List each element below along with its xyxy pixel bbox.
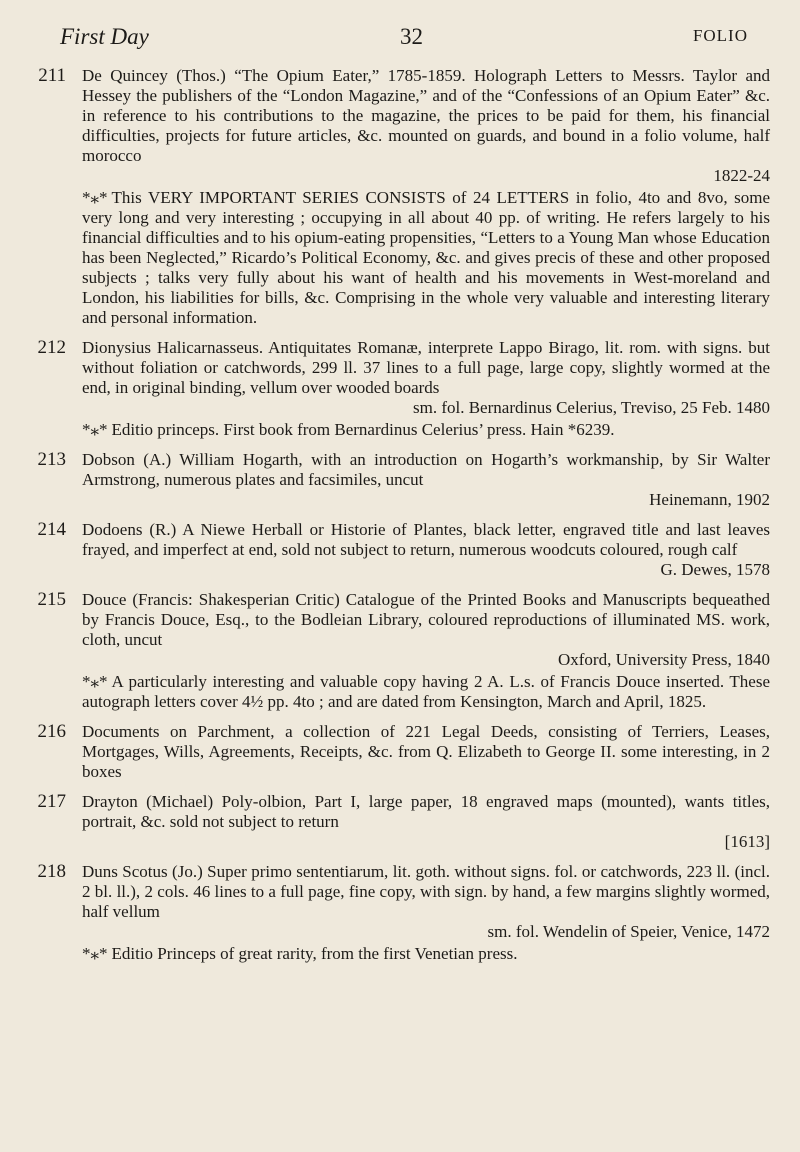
note-marker: *⁎* <box>82 672 108 691</box>
entry-imprint: sm. fol. Wendelin of Speier, Venice, 1472 <box>487 922 770 941</box>
entry-imprint: Oxford, University Press, 1840 <box>557 650 770 669</box>
page-number: 32 <box>400 24 423 49</box>
lot-number: 214 <box>37 519 66 540</box>
note-marker: *⁎* <box>82 188 108 207</box>
note-text: Editio princeps. First book from Bernardinus Celerius’ press. Hain *6239. <box>111 420 615 439</box>
entry-description: De Quincey (Thos.) “The Opium Eater,” 1785-1859. Holograph Letters to Messrs. Taylor and Hessey the publishers of the “London Magazine,” and of the “Confessions of an Opium Eater” &c. in reference to his contributions to the magazine, the prices to be paid for them, his financial difficulties, projects for future articles, &c. mounted on guards, and bound in a folio volume, half morocco <box>82 66 770 165</box>
entry-description: Dobson (A.) William Hogarth, with an introduction on Hogarth’s workmanship, by Sir Walter Armstrong, numerous plates and facsimiles, uncut <box>82 450 770 489</box>
entry-imprint: G. Dewes, 1578 <box>660 560 770 579</box>
catalogue-entry <box>18 66 770 328</box>
entry-list <box>18 66 770 974</box>
entry-note <box>82 944 770 964</box>
lot-number: 217 <box>37 791 66 812</box>
note-text: This VERY IMPORTANT SERIES CONSISTS of 24 LETTERS in folio, 4to and 8vo, some very long and very interesting ; occupying in all about 40 pp. of writing. He refers largely to his financial difficulties and to his opium-eating propensities, “Letters to a Young Man whose Education has been Neglected,” Ricardo’s Political Economy, &c. and gives precis of these and other proposed subjects ; talks very fully about his want of health and his movements in West-moreland and London, his liabilities for bills, &c. Comprising in the whole very valuable and interesting literary and personal information. <box>82 188 770 327</box>
entry-description: Douce (Francis: Shakesperian Critic) Catalogue of the Printed Books and Manuscripts bequeathed by Francis Douce, Esq., to the Bodleian Library, coloured reproductions of illuminated MS. work, cloth, uncut <box>82 590 770 649</box>
catalogue-entry <box>18 338 770 440</box>
entry-imprint: Heinemann, 1902 <box>649 490 770 509</box>
lot-number: 211 <box>38 65 66 86</box>
entry-imprint: 1822-24 <box>713 166 770 185</box>
format-label: FOLIO <box>692 26 748 45</box>
day-label: First Day <box>60 24 149 49</box>
lot-number: 216 <box>37 721 66 742</box>
lot-number: 213 <box>37 449 66 470</box>
catalogue-entry <box>18 450 770 510</box>
note-marker: *⁎* <box>82 944 108 963</box>
catalogue-entry <box>18 862 770 964</box>
catalogue-entry <box>18 590 770 712</box>
lot-number: 215 <box>37 589 66 610</box>
catalogue-entry <box>18 722 770 782</box>
page-header <box>60 24 748 54</box>
entry-note <box>82 672 770 712</box>
entry-note <box>82 188 770 328</box>
entry-description: Documents on Parchment, a collection of 221 Legal Deeds, consisting of Terriers, Leases, Mortgages, Wills, Agreements, Receipts, &c. from Q. Elizabeth to George II. some interesting, in 2 boxes <box>82 722 770 781</box>
lot-number: 212 <box>37 337 66 358</box>
entry-description: Dionysius Halicarnasseus. Antiquitates Romanæ, interprete Lappo Birago, lit. rom. with signs. but without foliation or catchwords, 299 ll. 37 lines to a full page, large copy, slightly wormed at the end, in original binding, vellum over wooded boards <box>82 338 770 397</box>
catalogue-entry <box>18 520 770 580</box>
lot-number: 218 <box>37 861 66 882</box>
note-text: Editio Princeps of great rarity, from the first Venetian press. <box>111 944 518 963</box>
entry-note <box>82 420 770 440</box>
entry-description: Drayton (Michael) Poly-olbion, Part I, large paper, 18 engraved maps (mounted), wants titles, portrait, &c. sold not subject to return <box>82 792 770 831</box>
entry-imprint: sm. fol. Bernardinus Celerius, Treviso, 25 Feb. 1480 <box>413 398 770 417</box>
entry-imprint: [1613] <box>724 832 770 851</box>
note-marker: *⁎* <box>82 420 108 439</box>
catalogue-entry <box>18 792 770 852</box>
entry-description: Duns Scotus (Jo.) Super primo sententiarum, lit. goth. without signs. fol. or catchwords, 223 ll. (incl. 2 bl. ll.), 2 cols. 46 lines to a full page, fine copy, with sign. by hand, a few margins slightly wormed, half vellum <box>82 862 770 921</box>
note-text: A particularly interesting and valuable copy having 2 A. L.s. of Francis Douce inserted. These autograph letters cover 4½ pp. 4to ; and are dated from Kensington, March and April, 1825. <box>82 672 770 711</box>
entry-description: Dodoens (R.) A Niewe Herball or Historie of Plantes, black letter, engraved title and last leaves frayed, and imperfect at end, sold not subject to return, numerous woodcuts coloured, rough calf <box>82 520 770 559</box>
